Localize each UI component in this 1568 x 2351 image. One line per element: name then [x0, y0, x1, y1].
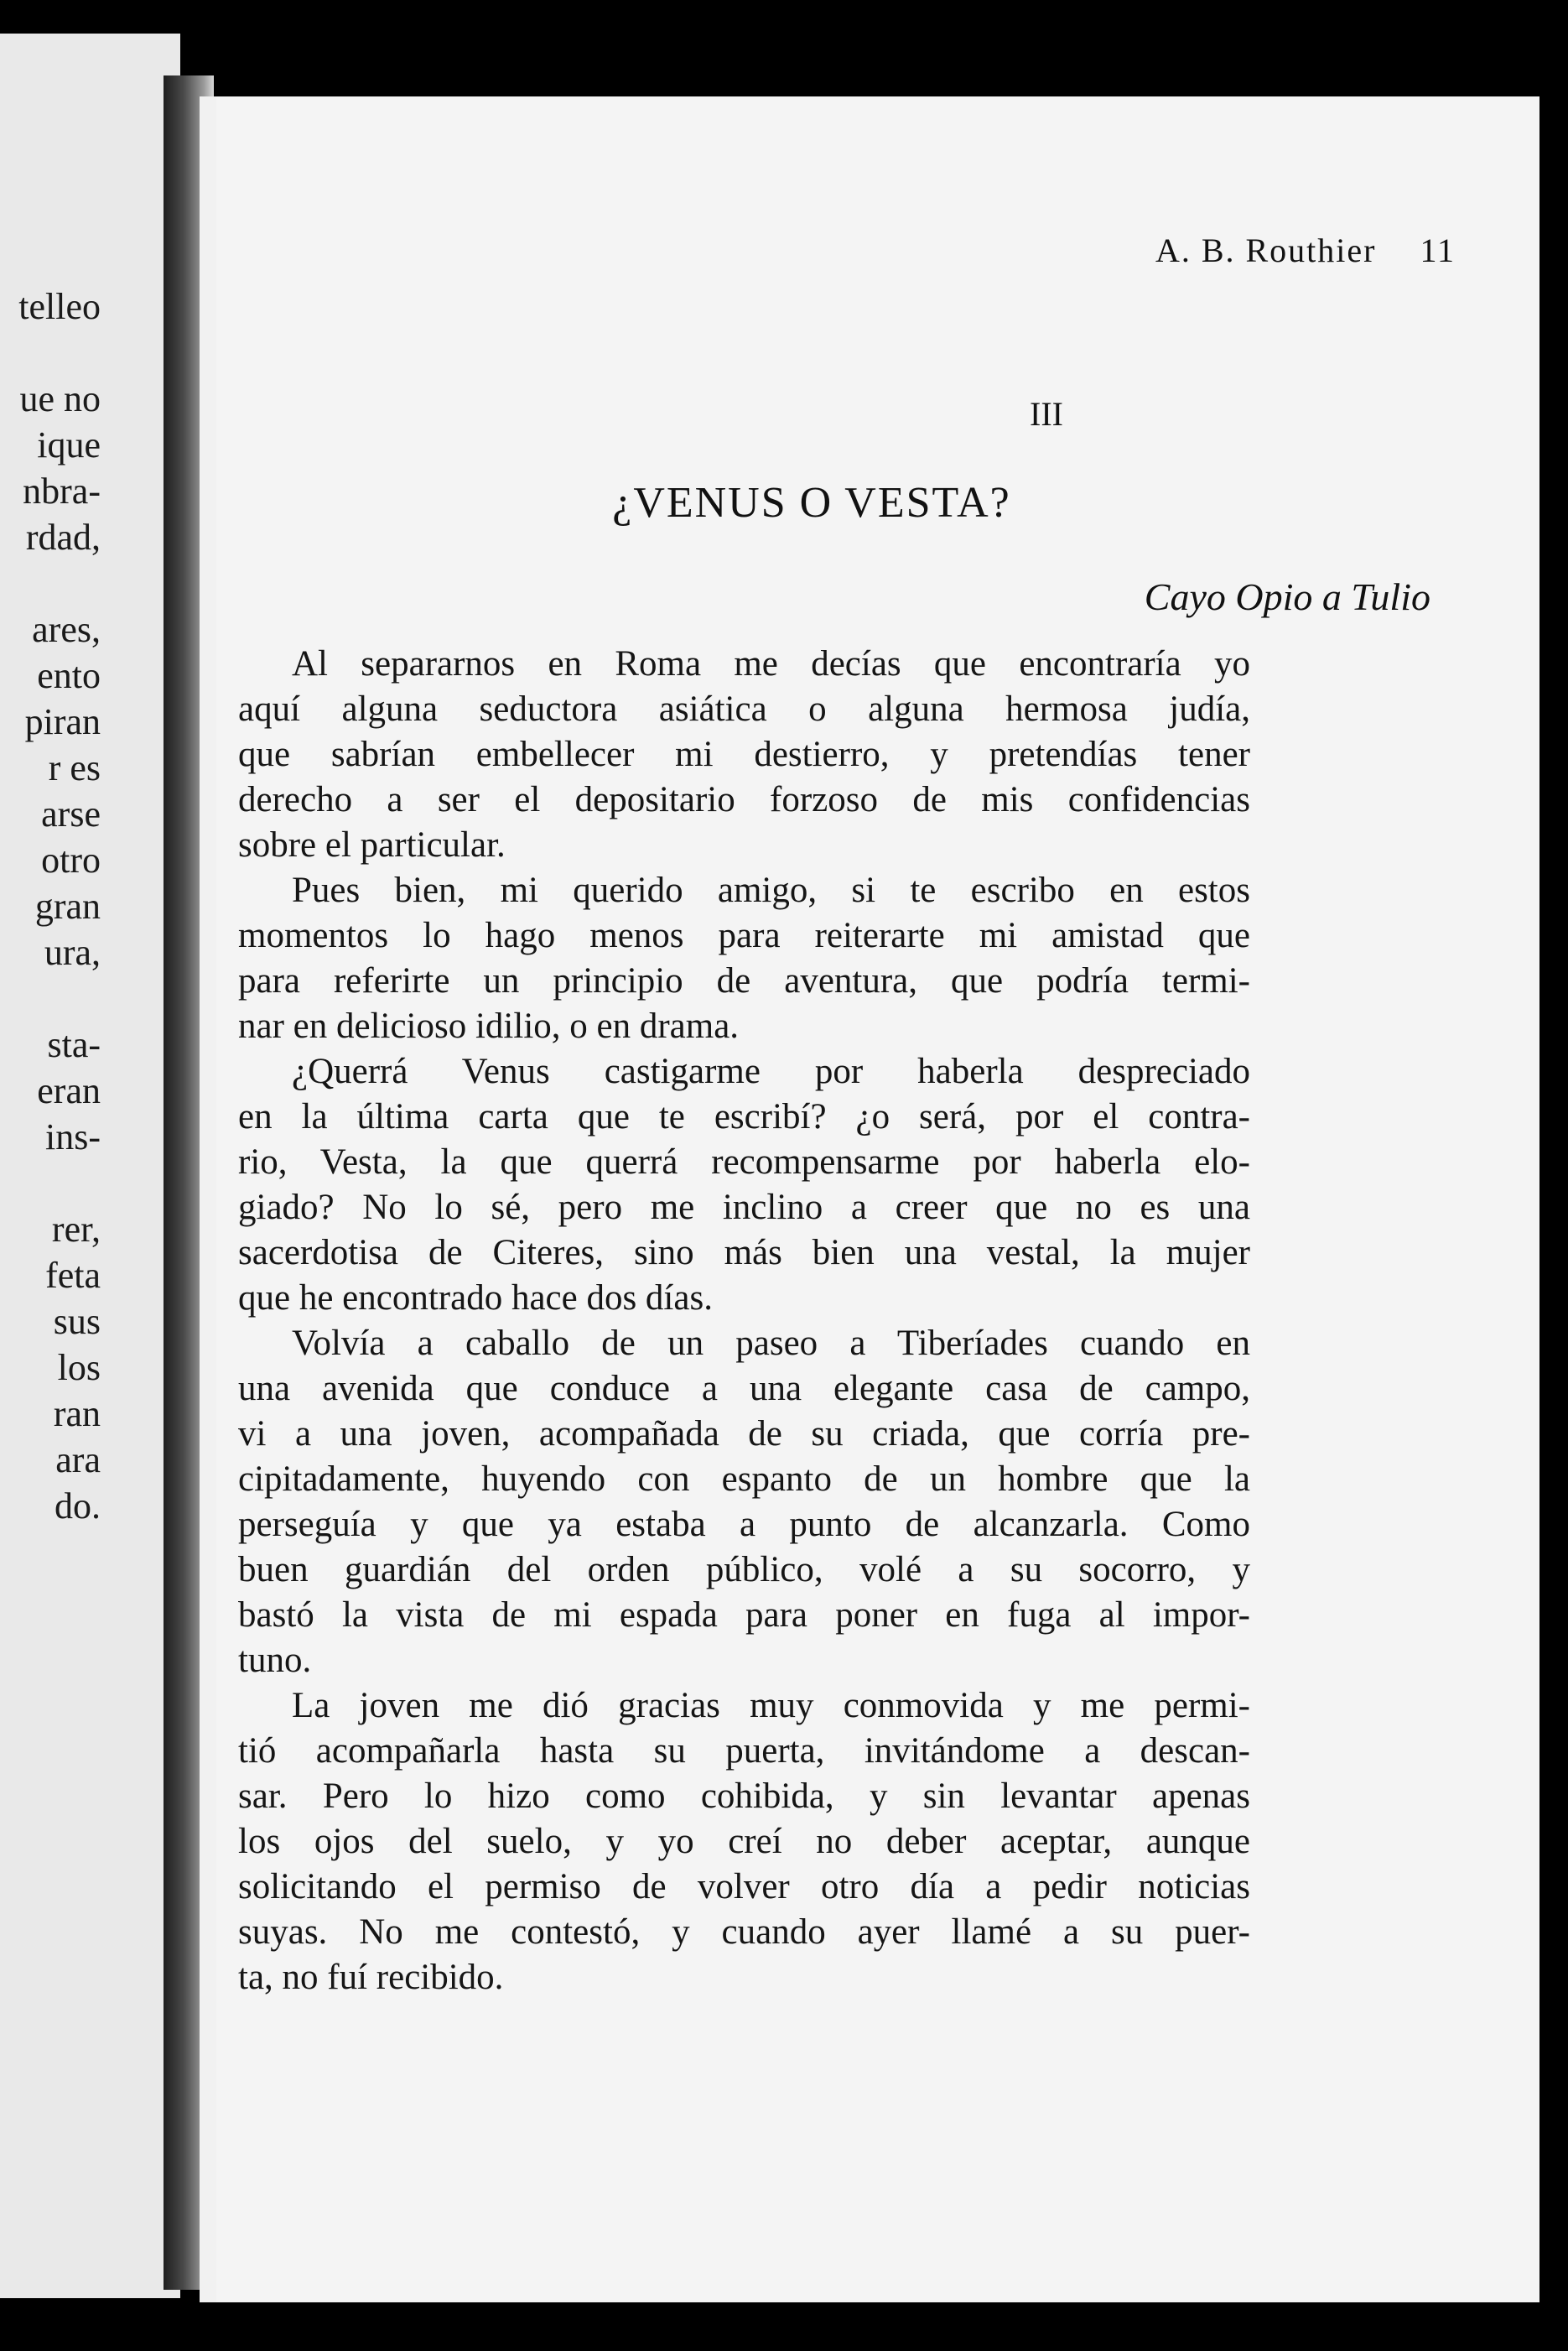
- facing-page-line: ara: [55, 1439, 101, 1480]
- text-line: solicitando el permiso de volver otro día a pedir noticias: [238, 1867, 1250, 1906]
- facing-page-line: do.: [55, 1485, 101, 1527]
- facing-page-line: ins-: [45, 1116, 101, 1157]
- facing-page-fragment: [0, 34, 180, 2298]
- facing-page-line: telleo: [18, 286, 101, 327]
- text-line: perseguía y que ya estaba a punto de alcanzarla. Como: [238, 1505, 1250, 1544]
- text-line: nar en delicioso idilio, o en drama.: [238, 1006, 740, 1046]
- facing-page-line: rer,: [51, 1209, 101, 1250]
- facing-page-line: los: [57, 1347, 101, 1388]
- text-line: sar. Pero lo hizo como cohibida, y sin levantar apenas: [238, 1776, 1250, 1816]
- text-line: Volvía a caballo de un paseo a Tiberíades cuando en: [292, 1324, 1250, 1363]
- facing-page-line: gran: [34, 886, 101, 927]
- text-line: La joven me dió gracias muy conmovida y me permi-: [292, 1686, 1250, 1725]
- facing-page-line: ue no: [19, 378, 101, 419]
- text-line: que he encontrado hace dos días.: [238, 1278, 713, 1318]
- facing-page-line: sta-: [47, 1024, 101, 1065]
- facing-page-line: otro: [41, 840, 101, 881]
- facing-page-line: r es: [48, 747, 101, 788]
- facing-page-line: rdad,: [25, 517, 101, 558]
- facing-page-line: arse: [41, 793, 101, 835]
- facing-page-line: feta: [45, 1255, 101, 1296]
- facing-page-line: piran: [24, 701, 101, 742]
- text-line: tió acompañarla hasta su puerta, invitándome a descan-: [238, 1731, 1250, 1771]
- text-line: sobre el particular.: [238, 825, 506, 865]
- text-line: cipitadamente, huyendo con espanto de un hombre que la: [238, 1459, 1250, 1499]
- text-line: derecho a ser el depositario forzoso de mis confidencias: [238, 780, 1250, 819]
- text-line: aquí alguna seductora asiática o alguna hermosa judía,: [238, 689, 1250, 729]
- page-number: 11: [1420, 231, 1456, 269]
- chapter-number: III: [1030, 395, 1063, 433]
- facing-page-line: eran: [37, 1070, 101, 1111]
- text-line: buen guardián del orden público, volé a su socorro, y: [238, 1550, 1250, 1589]
- text-line: para referirte un principio de aventura, que podría termi-: [238, 961, 1250, 1001]
- text-line: que sabrían embellecer mi destierro, y pretendías tener: [238, 735, 1250, 774]
- running-head-author: A. B. Routhier: [1155, 231, 1377, 269]
- text-line: ta, no fuí recibido.: [238, 1958, 504, 1997]
- text-line: sacerdotisa de Citeres, sino más bien una vestal, la mujer: [238, 1233, 1250, 1272]
- text-line: bastó la vista de mi espada para poner en fuga al impor-: [238, 1595, 1250, 1635]
- chapter-title: ¿VENUS O VESTA?: [612, 479, 1011, 527]
- text-line: tuno.: [238, 1641, 312, 1680]
- text-line: vi a una joven, acompañada de su criada, que corría pre-: [238, 1414, 1250, 1454]
- text-line: en la última carta que te escribí? ¿o será, por el contra-: [238, 1097, 1250, 1136]
- text-line: giado? No lo sé, pero me inclino a creer que no es una: [238, 1188, 1250, 1227]
- page-content: [216, 96, 1539, 2302]
- text-line: momentos lo hago menos para reiterarte mi amistad que: [238, 916, 1250, 955]
- text-line: rio, Vesta, la que querrá recompensarme por haberla elo-: [238, 1142, 1250, 1182]
- text-line: Pues bien, mi querido amigo, si te escribo en estos: [292, 871, 1250, 910]
- facing-page-line: sus: [53, 1301, 101, 1342]
- running-head: [1155, 231, 1456, 270]
- facing-page-line: ran: [53, 1393, 101, 1434]
- text-line: Al separarnos en Roma me decías que encontraría yo: [292, 644, 1250, 684]
- book-page: [200, 96, 1539, 2302]
- facing-page-line: nbra-: [23, 471, 101, 512]
- text-line: ¿Querrá Venus castigarme por haberla despreciado: [292, 1052, 1250, 1091]
- facing-page-line: ique: [37, 424, 101, 466]
- text-line: una avenida que conduce a una elegante casa de campo,: [238, 1369, 1250, 1408]
- facing-page-line: ares,: [32, 609, 101, 650]
- facing-page-line: ura,: [44, 932, 101, 973]
- facing-page-line: ento: [37, 655, 101, 696]
- text-line: los ojos del suelo, y yo creí no deber aceptar, aunque: [238, 1822, 1250, 1861]
- chapter-epigraph: Cayo Opio a Tulio: [1144, 575, 1430, 618]
- text-line: suyas. No me contestó, y cuando ayer llamé a su puer-: [238, 1912, 1250, 1952]
